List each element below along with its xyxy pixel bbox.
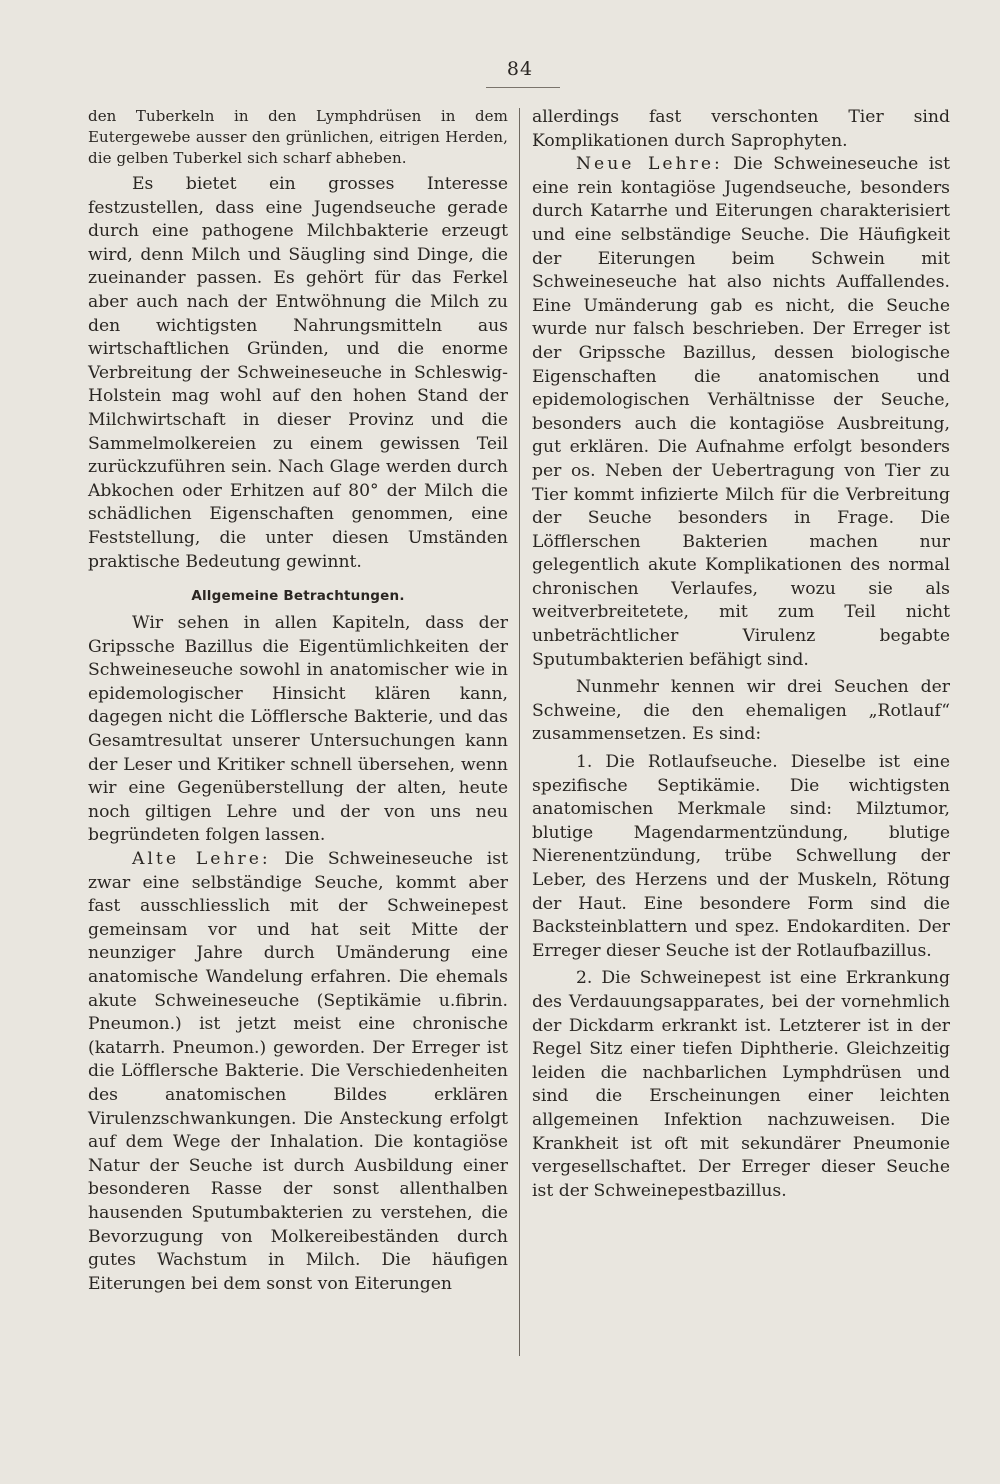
page-number: 84 — [506, 58, 534, 80]
section-heading: Allgemeine Betrachtungen. — [191, 588, 405, 605]
right-column — [532, 106, 950, 1203]
right-paragraph-1: allerdings fast verschonten Tier sind Komplikationen durch Saprophyten. — [532, 107, 950, 151]
column-divider — [519, 108, 520, 1356]
left-paragraph-2: Es bietet ein grosses Interesse festzustellen, dass eine Jugendseuche gerade durch eine pathogene Milchbakterie erzeugt wird, denn Milch und Säugling sind Dinge, die zueinander passen. Es gehört für das Ferkel aber auch nach der Entwöhnung die Milch zu den wichtigsten Nahrungsmitteln aus wirtschaftlichen Gründen, und die enorme Verbreitung der Schweineseuche in Schleswig-Holstein mag wohl auf den hohen Stand der Milchwirtschaft in dieser Provinz und die Sammelmolkereien zu einem gewissen Teil zurückzuführen sein. Nach Glage werden durch Abkochen oder Erhitzen auf 80° der Milch die schädlichen Eigenschaften genommen, eine Feststellung, die unter diesen Umständen praktische Bedeutung gewinnt. — [88, 174, 508, 572]
right-paragraph-2 — [532, 153, 950, 672]
neue-lehre-label: Neue Lehre: — [576, 154, 723, 175]
left-paragraph-1: den Tuberkeln in den Lymphdrüsen in dem Eutergewebe ausser den grünlichen, eitrigen Herden, die gelben Tuberkel sich scharf abheben. — [88, 107, 508, 167]
right-paragraph-5: 2. Die Schweinepest ist eine Erkrankung des Verdauungsapparates, bei der vornehmlich der Dickdarm erkrankt ist. Letzterer ist in der Regel Sitz einer tiefen Diphtherie. Gleichzeitig leiden die nachbarlichen Lymphdrüsen und sind die Erscheinungen einer leichten allgemeinen Infektion nachzuweisen. Die Krankheit ist oft mit sekundärer Pneumonie vergesellschaftet. Der Erreger dieser Seuche ist der Schweinepestbazillus. — [532, 968, 950, 1201]
right-paragraph-4: 1. Die Rotlaufseuche. Dieselbe ist eine spezifische Septikämie. Die wichtigsten anatomischen Merkmale sind: Milztumor, blutige Magendarmentzündung, blutige Nierenentzündung, trübe Schwellung der Leber, des Herzens und der Muskeln, Rötung der Haut. Eine besondere Form sind die Backsteinblattern und spez. Endokarditen. Der Erreger dieser Seuche ist der Rotlaufbazillus. — [532, 752, 950, 961]
left-paragraph-4 — [88, 848, 508, 1296]
neue-lehre-text: Die Schweineseuche ist eine rein kontagiöse Jugendseuche, besonders durch Katarrhe und Eiterungen charakterisiert und eine selbständige Seuche. Die Häufigkeit der Eiterungen beim Schwein mit Schweineseuche hat also nichts Auffallendes. Eine Umänderung gab es nicht, die Seuche wurde nur falsch beschrieben. Der Erreger ist der Gripssche Bazillus, dessen biologische Eigenschaften die anatomischen und epidemologischen Verhältnisse der Seuche, besonders auch die kontagiöse Ausbreitung, gut erklären. Die Aufnahme erfolgt besonders per os. Neben der Uebertragung von Tier zu Tier kommt infizierte Milch für die Verbreitung der Seuche besonders in Frage. Die Löfflerschen Bakterien machen nur gelegentlich akute Komplikationen des normal chronischen Verlaufes, wozu sie als weitverbreitetete, mit zum Teil nicht unbeträchtlicher Virulenz begabte Sputumbakterien befähigt sind. — [532, 154, 950, 670]
right-paragraph-3: Nunmehr kennen wir drei Seuchen der Schweine, die den ehemaligen „Rotlauf“ zusammensetzen. Es sind: — [532, 677, 950, 745]
alte-lehre-text: Die Schweineseuche ist zwar eine selbständige Seuche, kommt aber fast ausschliesslich mit der Schweinepest gemeinsam vor und hat seit Mitte der neunziger Jahre durch Umänderung eine anatomische Wandelung erfahren. Die ehemals akute Schweineseuche (Septikämie u.fibrin. Pneumon.) ist jetzt meist eine chronische (katarrh. Pneumon.) geworden. Der Erreger ist die Löfflersche Bakterie. Die Verschiedenheiten des anatomischen Bildes erklären Virulenzschwankungen. Die Ansteckung erfolgt auf dem Wege der Inhalation. Die kontagiöse Natur der Seuche ist durch Ausbildung einer besonderen Rasse der sonst allenthalben hausenden Sputumbakterien zu verstehen, die Bevorzugung von Molkereibeständen durch gutes Wachstum in Milch. Die häufigen Eiterungen bei dem sonst von Eiterungen — [88, 849, 508, 1294]
page-number-rule — [486, 87, 560, 88]
left-column — [88, 106, 508, 1296]
left-paragraph-3: Wir sehen in allen Kapiteln, dass der Gripssche Bazillus die Eigentümlichkeiten der Schweineseuche sowohl in anatomischer wie in epidemologischer Hinsicht klären kann, dagegen nicht die Löfflersche Bakterie, und das Gesamtresultat unserer Untersuchungen kann der Leser und Kritiker schnell übersehen, wenn wir eine Gegenüberstellung der alten, heute noch giltigen Lehre und der von uns neu begründeten folgen lassen. — [88, 613, 508, 846]
alte-lehre-label: Alte Lehre: — [132, 849, 271, 870]
